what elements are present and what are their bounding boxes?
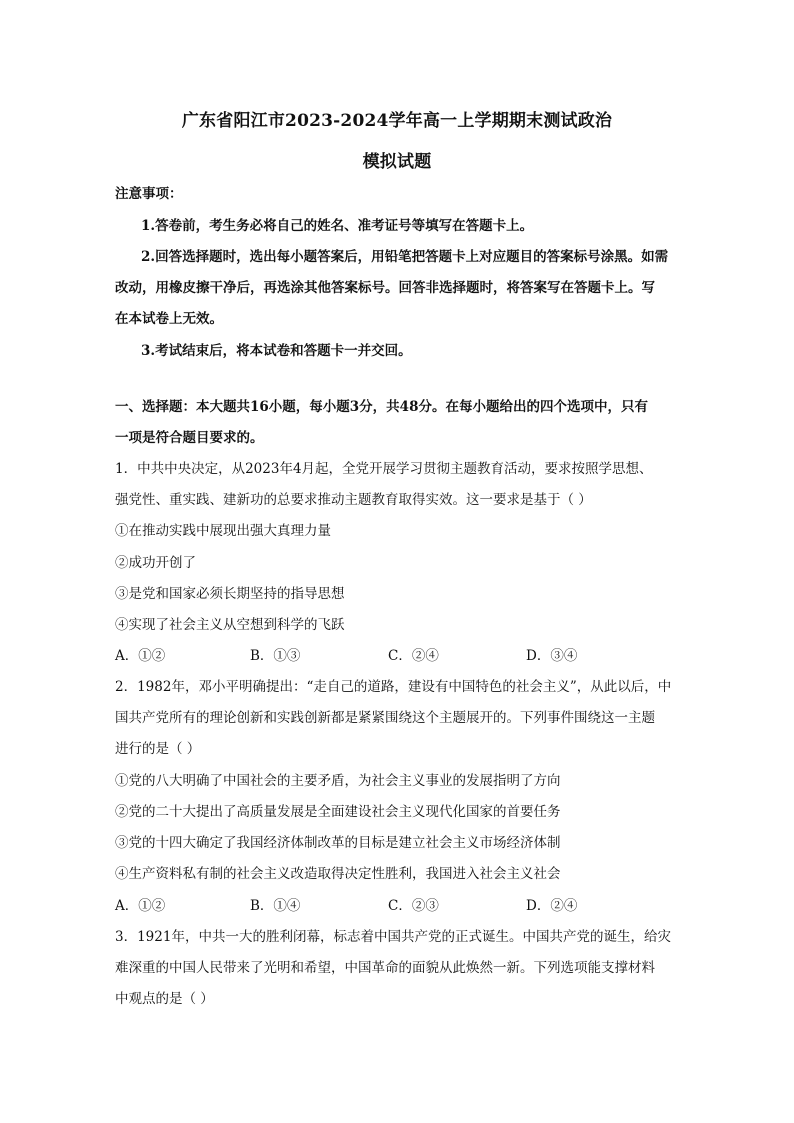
exam-title: 广东省阳江市2023-2024学年高一上学期期末测试政治 [181, 111, 613, 131]
question-2-statement-4: ④生产资料私有制的社会主义改造取得决定性胜利，我国进入社会主义社会 [115, 866, 561, 882]
notice-item-3: 3.考试结束后，将本试卷和答题卡一并交回。 [141, 343, 412, 359]
question-1-option-c: C．②④ [388, 648, 439, 664]
question-1-statement-1: ①在推动实践中展现出强大真理力量 [115, 523, 331, 539]
question-1-stem-line2: 强党性、重实践、建新功的总要求推动主题教育取得实效。这一要求是基于（ ） [115, 492, 592, 508]
question-3-stem-line2: 难深重的中国人民带来了光明和希望，中国革命的面貌从此焕然一新。下列选项能支撑材料 [115, 960, 655, 976]
section-instruction-line1: 一、选择题：本大题共16小题，每小题3分，共48分。在每小题给出的四个选项中，只有 [115, 399, 648, 415]
question-1-statement-2: ②成功开创了 [115, 555, 196, 571]
question-2-statement-3: ③党的十四大确定了我国经济体制改革的目标是建立社会主义市场经济体制 [115, 835, 561, 851]
question-2-option-b: B．①④ [250, 898, 301, 914]
notice-heading: 注意事项： [115, 186, 183, 202]
question-1-option-a: A．①② [115, 648, 166, 664]
notice-item-1: 1.答卷前，考生务必将自己的姓名、准考证号等填写在答题卡上。 [141, 218, 534, 234]
question-3-stem-line1: 3．1921年，中共一大的胜利闭幕，标志着中国共产党的正式诞生。中国共产党的诞生，给灾 [115, 929, 671, 945]
question-2-stem-line3: 进行的是（ ） [115, 741, 201, 757]
question-2-statement-1: ①党的八大明确了中国社会的主要矛盾，为社会主义事业的发展指明了方向 [115, 773, 561, 789]
question-2-stem-line2: 国共产党所有的理论创新和实践创新都是紧紧围绕这个主题展开的。下列事件围绕这一主题 [115, 710, 655, 726]
question-1-option-d: D．③④ [526, 648, 578, 664]
question-1-option-b: B．①③ [250, 648, 301, 664]
question-2-option-a: A．①② [115, 898, 166, 914]
exam-subtitle: 模拟试题 [362, 152, 432, 172]
section-instruction-line2: 一项是符合题目要求的。 [115, 430, 264, 446]
question-2-stem-line1: 2．1982年，邓小平明确提出：“走自己的道路，建设有中国特色的社会主义”，从此以后，中 [115, 679, 672, 695]
notice-item-2-line2: 改动，用橡皮擦干净后，再选涂其他答案标号。回答非选择题时，将答案写在答题卡上。写 [115, 280, 655, 296]
question-2-statement-2: ②党的二十大提出了高质量发展是全面建设社会主义现代化国家的首要任务 [115, 804, 561, 820]
notice-item-2-line1: 2.回答选择题时，选出每小题答案后，用铅笔把答题卡上对应题目的答案标号涂黑。如需 [141, 249, 669, 265]
notice-item-2-line3: 在本试卷上无效。 [115, 311, 223, 327]
question-1-statement-4: ④实现了社会主义从空想到科学的飞跃 [115, 617, 345, 633]
question-2-option-d: D．②④ [526, 898, 578, 914]
question-1-stem-line1: 1．中共中央决定，从2023年4月起，全党开展学习贯彻主题教育活动，要求按照学思想、 [115, 461, 653, 477]
question-1-statement-3: ③是党和国家必须长期坚持的指导思想 [115, 586, 345, 602]
question-3-stem-line3: 中观点的是（ ） [115, 991, 214, 1007]
question-2-option-c: C．②③ [388, 898, 439, 914]
